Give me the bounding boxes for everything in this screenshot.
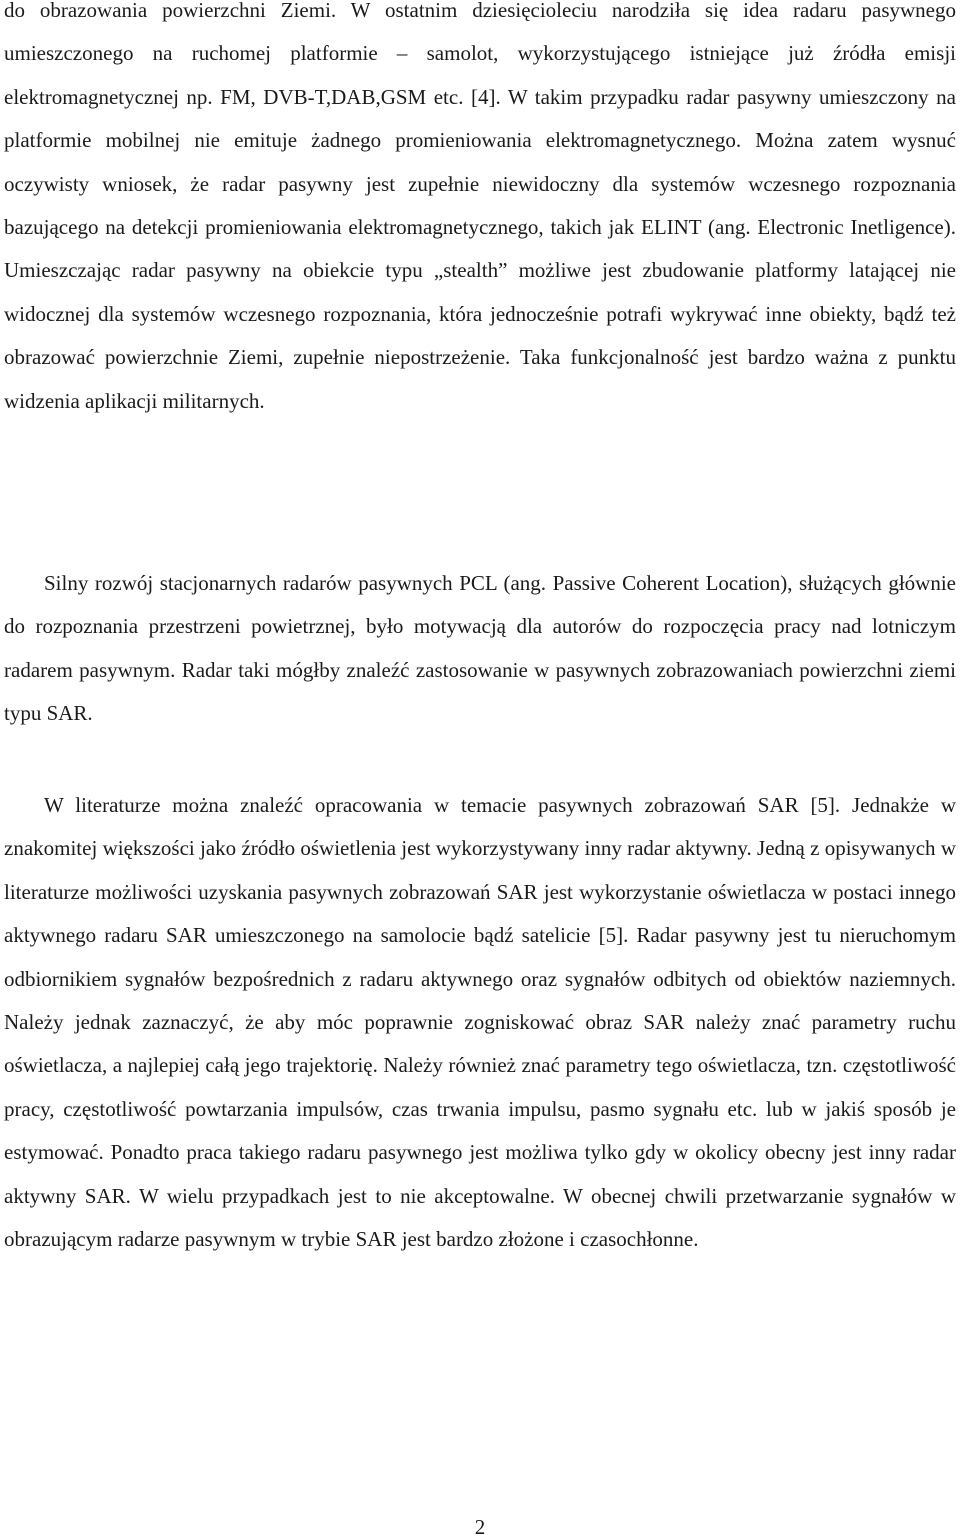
paragraph-2-text: Silny rozwój stacjonarnych radarów pasywnych PCL (ang. Passive Coherent Location), służących głównie do rozpoznania przestrzeni powietrznej, było motywacją dla autorów do rozpoczęcia pracy nad lotniczym radarem pasywnym. Radar taki mógłby znaleźć zastosowanie w pasywnych zobrazowaniach powierzchni ziemi typu SAR. xyxy=(4,571,956,726)
page-number: 2 xyxy=(474,1515,486,1539)
paragraph-2 xyxy=(4,562,956,736)
paragraph-3-text: W literaturze można znaleźć opracowania w temacie pasywnych zobrazowań SAR [5]. Jednakże w znakomitej większości jako źródło oświetlenia jest wykorzystywany inny radar aktywny. Jedną z opisywanych w literaturze możliwości uzyskania pasywnych zobrazowań SAR jest wykorzystanie oświetlacza w postaci innego aktywnego radaru SAR umieszczonego na samolocie bądź satelicie [5]. Radar pasywny jest tu nieruchomym odbiornikiem sygnałów bezpośrednich z radaru aktywnego oraz sygnałów odbitych od obiektów naziemnych. Należy jednak zaznaczyć, że aby móc poprawnie zogniskować obraz SAR należy znać parametry ruchu oświetlacza, a najlepiej całą jego trajektorię. Należy również znać parametry tego oświetlacza, tzn. częstotliwość pracy, częstotliwość powtarzania impulsów, czas trwania impulsu, pasmo sygnału etc. lub w jakiś sposób je estymować. Ponadto praca takiego radaru pasywnego jest możliwa tylko gdy w okolicy obecny jest inny radar aktywny SAR. W wielu przypadkach jest to nie akceptowalne. W obecnej chwili przetwarzanie sygnałów w obrazującym radarze pasywnym w trybie SAR jest bardzo złożone i czasochłonne. xyxy=(4,793,956,1252)
paragraph-1 xyxy=(4,0,956,423)
paragraph-3 xyxy=(4,784,956,1261)
paragraph-1-text: do obrazowania powierzchni Ziemi. W ostatnim dziesięcioleciu narodziła się idea radaru pasywnego umieszczonego na ruchomej platformie – samolot, wykorzystującego istniejące już źródła emisji elektromagnetycznej np. FM, DVB-T,DAB,GSM etc. [4]. W takim przypadku radar pasywny umieszczony na platformie mobilnej nie emituje żadnego promieniowania elektromagnetycznego. Można zatem wysnuć oczywisty wniosek, że radar pasywny jest zupełnie niewidoczny dla systemów wczesnego rozpoznania bazującego na detekcji promieniowania elektromagnetycznego, takich jak ELINT (ang. Electronic Inetligence). Umieszczając radar pasywny na obiekcie typu „stealth” możliwe jest zbudowanie platformy latającej nie widocznej dla systemów wczesnego rozpoznania, która jednocześnie potrafi wykrywać inne obiekty, bądź też obrazować powierzchnie Ziemi, zupełnie niepostrzeżenie. Taka funkcjonalność jest bardzo ważna z punktu widzenia aplikacji militarnych. xyxy=(4,0,956,413)
